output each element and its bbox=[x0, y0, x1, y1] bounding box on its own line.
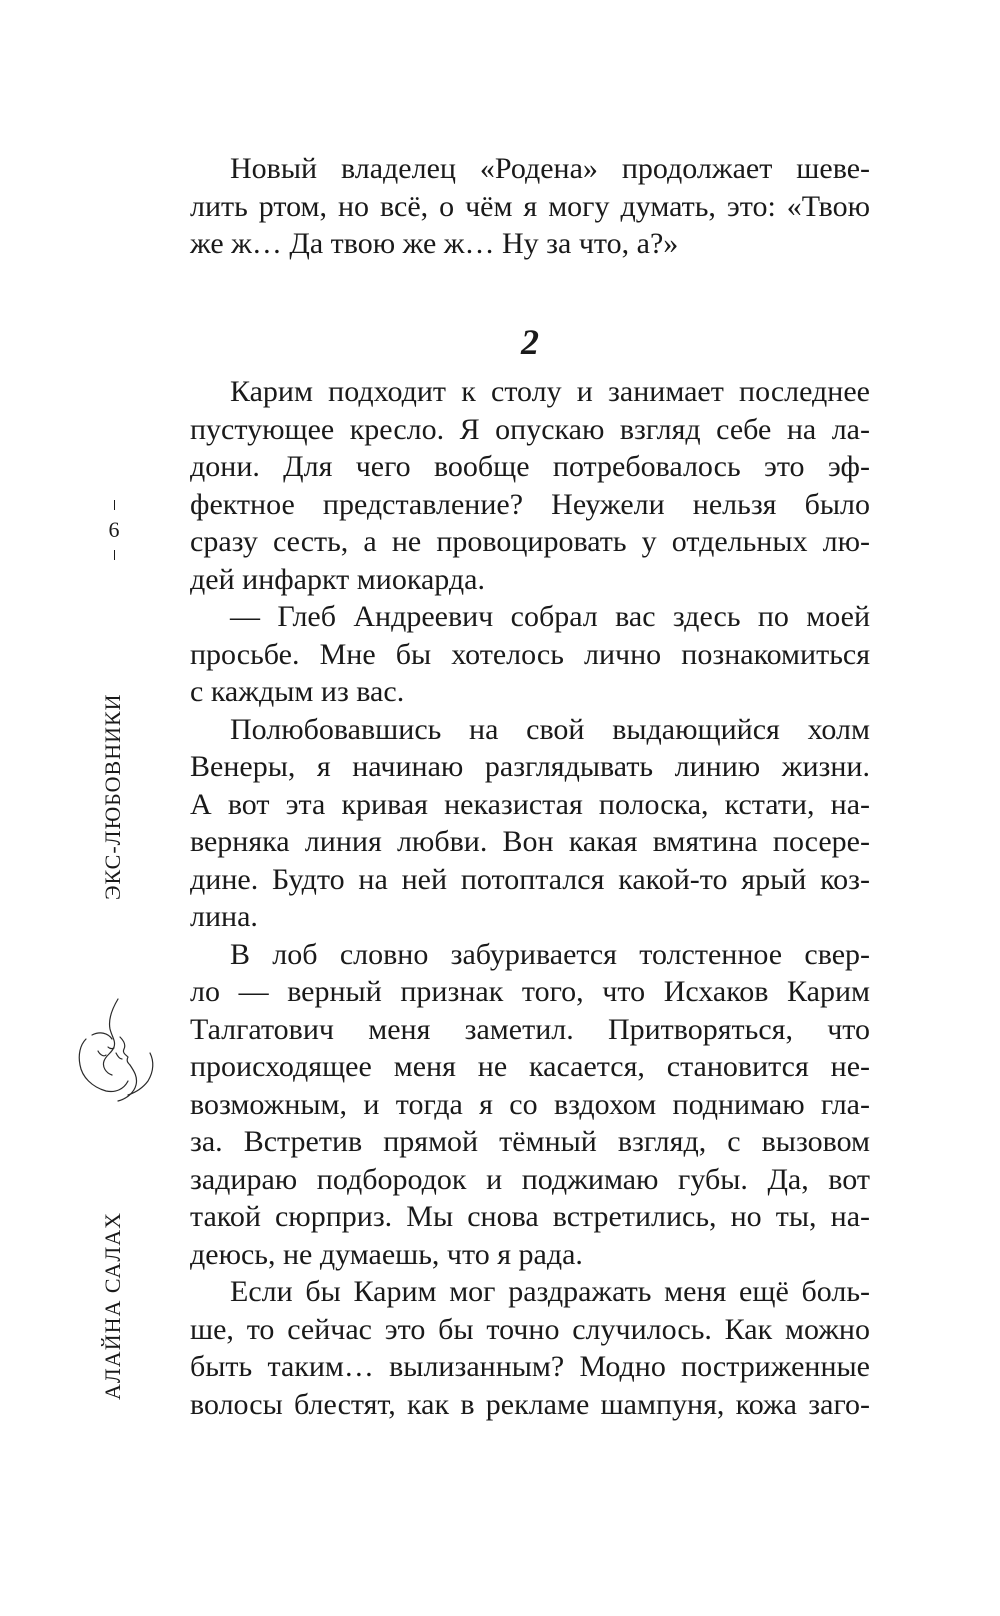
page-number bbox=[102, 500, 126, 560]
text-line: лина. bbox=[190, 900, 258, 933]
text-line: дине. Будто на ней потоптался какой-то ярый коз- bbox=[190, 862, 870, 896]
text-line: за. Встретив прямой тёмный взгляд, с вызовом bbox=[190, 1125, 870, 1158]
text-line: — Глеб Андреевич собрал вас здесь по моей bbox=[230, 600, 870, 633]
text-line: деюсь, не думаешь, что я рада. bbox=[190, 1237, 583, 1271]
text-line: просьбе. Мне бы хотелось лично познакомиться bbox=[190, 637, 870, 671]
book-title: ЭКС-ЛЮБОВНИКИ bbox=[100, 693, 125, 900]
text-line: В лоб словно забуривается толстенное свер- bbox=[230, 937, 870, 971]
opening-paragraph bbox=[190, 150, 870, 263]
text-line: с каждым из вас. bbox=[190, 675, 405, 708]
text-line: Талгатович меня заметил. Притворяться, что bbox=[190, 1012, 870, 1046]
text-line: же ж… Да твою же ж… Ну за что, а?» bbox=[190, 227, 679, 260]
faces-line-art-icon bbox=[72, 995, 164, 1105]
text-line: такой сюрприз. Мы снова встретились, но ты, на- bbox=[190, 1200, 870, 1233]
text-line: Полюбовавшись на свой выдающийся холм bbox=[230, 712, 870, 746]
page-number-value: 6 bbox=[108, 517, 120, 542]
text-line: сразу сесть, а не провоцировать у отдельных лю- bbox=[190, 525, 870, 558]
text-line: ше, то сейчас это бы точно случилось. Как можно bbox=[190, 1312, 870, 1346]
chapter-body bbox=[190, 373, 870, 1423]
text-line: Карим подходит к столу и занимает последнее bbox=[230, 375, 870, 408]
text-line: ло — верный признак того, что Исхаков Карим bbox=[190, 975, 870, 1008]
text-line: дони. Для чего вообще потребовалось это эф- bbox=[190, 450, 870, 483]
text-line: волосы блестят, как в рекламе шампуня, кожа заго- bbox=[190, 1387, 870, 1421]
chapter-number: 2 bbox=[521, 322, 539, 362]
text-line: задираю подбородок и поджимаю губы. Да, вот bbox=[190, 1162, 870, 1196]
text-line: пустующее кресло. Я опускаю взгляд себе на ла- bbox=[190, 412, 870, 446]
text-line: верняка линия любви. Вон какая вмятина посере- bbox=[190, 825, 870, 858]
author-name: АЛАЙНА САЛАХ bbox=[100, 1211, 125, 1400]
text-line: дей инфаркт миокарда. bbox=[190, 562, 485, 596]
text-line: быть таким… вылизанным? Модно постриженные bbox=[190, 1350, 870, 1383]
text-line: возможным, и тогда я со вздохом поднимаю гла- bbox=[190, 1087, 870, 1121]
text-line: Новый владелец «Родена» продолжает шеве- bbox=[230, 152, 870, 185]
text-line: А вот эта кривая неказистая полоска, кстати, на- bbox=[190, 787, 870, 821]
text-line: фектное представление? Неужели нельзя было bbox=[190, 487, 870, 521]
text-line: Венеры, я начинаю разглядывать линию жизни. bbox=[190, 750, 870, 783]
text-line: Если бы Карим мог раздражать меня ещё боль- bbox=[230, 1275, 870, 1308]
text-line: происходящее меня не касается, становится не- bbox=[190, 1050, 870, 1083]
text-line: лить ртом, но всё, о чём я могу думать, это: «Твою bbox=[190, 189, 870, 223]
